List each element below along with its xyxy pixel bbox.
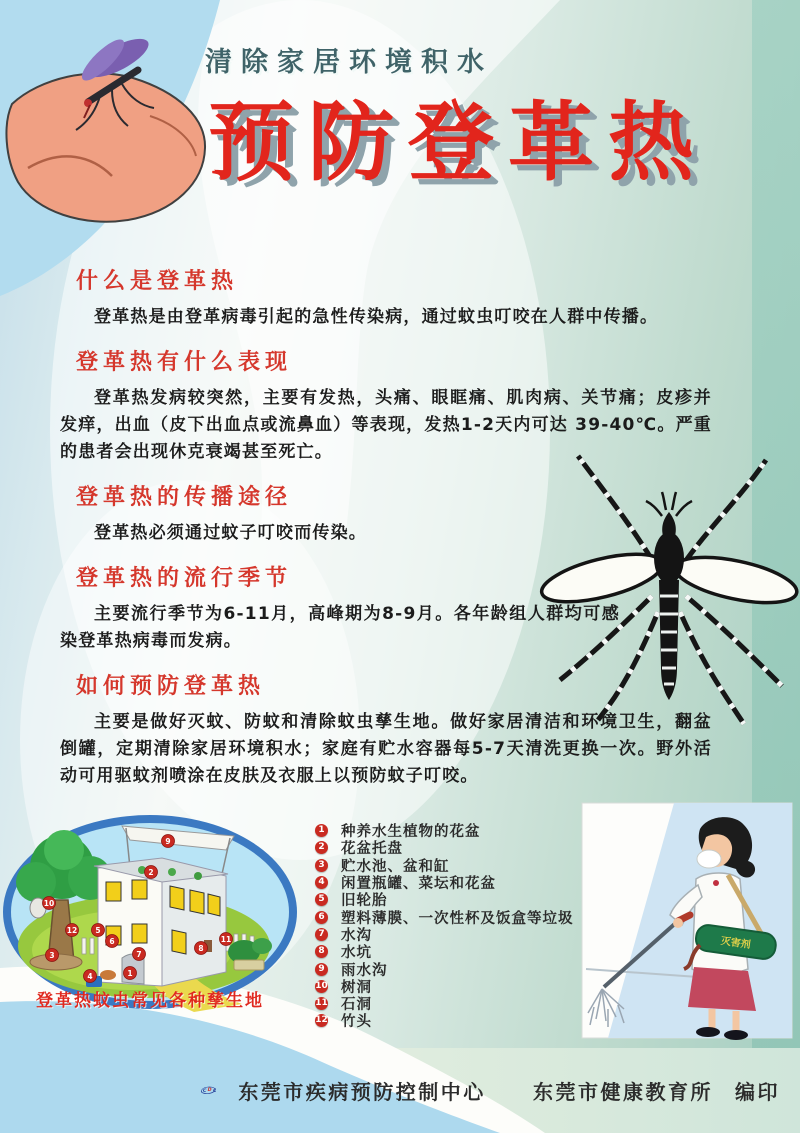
list-item-number: 2	[315, 841, 328, 854]
poster-title: 预防登革热	[208, 93, 708, 193]
list-item-number: 4	[315, 876, 328, 889]
section-prevention	[60, 669, 712, 790]
list-item-label: 竹头	[341, 1014, 372, 1031]
breeding-site-marker-number: 12	[66, 925, 78, 935]
list-item	[315, 1012, 580, 1029]
list-item-label: 塑料薄膜、一次性杯及饭盒等垃圾	[341, 910, 574, 927]
sections-column	[60, 250, 712, 803]
list-item-number: 9	[315, 963, 328, 976]
list-item-number: 12	[315, 1015, 328, 1026]
breeding-site-marker-number: 4	[87, 971, 93, 981]
breeding-site-marker-number: 3	[49, 950, 55, 960]
breeding-site-marker-number: 6	[109, 936, 115, 946]
list-item-label: 水坑	[341, 945, 372, 962]
section-heading: 登革热有什么表现	[76, 350, 293, 375]
cdc-logo	[200, 1063, 216, 1117]
section-body: 主要是做好灭蚊、防蚊和清除蚊虫孳生地。做好家居清洁和环境卫生，翻盆倒罐，定期清除家居环境积水；家庭有贮水容器每5-7天清洗更换一次。野外活动可用驱蚊剂喷涂在皮肤及衣服上以预防蚊子叮咬。	[60, 712, 712, 786]
coat	[692, 873, 748, 975]
footer-org-health-edu: 东莞市健康教育所	[533, 1079, 713, 1104]
face-mask	[697, 850, 721, 868]
breeding-site-marker-number: 8	[198, 943, 204, 953]
list-item-label: 雨水沟	[341, 962, 388, 979]
skin-shape	[6, 73, 205, 221]
hand	[673, 918, 683, 928]
breeding-site-marker-number: 1	[127, 968, 133, 978]
badge-flower	[713, 880, 719, 886]
section-season	[60, 561, 712, 655]
breeding-site-marker-number: 10	[43, 898, 55, 908]
list-item-label: 种养水生植物的花盆	[341, 824, 481, 841]
list-item-label: 花盆托盘	[341, 841, 403, 858]
list-item-number: 5	[315, 893, 328, 906]
breeding-sites-list	[315, 822, 580, 1030]
list-item-label: 旧轮胎	[341, 893, 388, 910]
breeding-site-marker-number: 9	[165, 836, 171, 846]
section-heading: 登革热的传播途径	[76, 485, 293, 510]
shoe-2	[724, 1030, 748, 1040]
list-item-label: 贮水池、盆和缸	[341, 858, 450, 875]
section-what-is	[60, 264, 712, 331]
mosquito-head	[84, 99, 92, 107]
list-item-label: 水沟	[341, 927, 372, 944]
house-scene	[2, 812, 298, 1040]
list-item-label: 闲置瓶罐、菜坛和花盆	[341, 876, 496, 893]
section-body: 主要流行季节为6-11月，高峰期为8-9月。各年龄组人群均可感染登革热病毒而发病。	[60, 604, 620, 651]
section-body: 登革热必须通过蚊子叮咬而传染。	[94, 523, 367, 543]
footer-org-cdc: 东莞市疾病预防控制中心	[238, 1079, 486, 1104]
list-item-number: 10	[315, 980, 328, 991]
list-item-number: 8	[315, 945, 328, 958]
list-item-label: 石洞	[341, 997, 372, 1014]
tank-label: 灭害剂	[720, 935, 752, 952]
breeding-site-marker-number: 2	[148, 867, 154, 877]
section-body: 登革热发病较突然，主要有发热，头痛、眼眶痛、肌肉病、关节痛；皮疹并发痒，出血（皮下出血点或流鼻血）等表现，发热1-2天内可达 39-40℃。严重的患者会出现休克衰竭甚至死亡。	[60, 388, 712, 462]
breeding-site-marker-number: 7	[136, 949, 142, 959]
sprayer-woman-illustration	[578, 799, 796, 1042]
hand-mosquito-illustration	[0, 6, 215, 234]
shoe	[696, 1027, 720, 1037]
list-item-number: 6	[315, 911, 328, 924]
logo-letters: C D C	[202, 1088, 217, 1094]
breeding-site-marker-number: 5	[95, 925, 101, 935]
list-item-number: 7	[315, 928, 328, 941]
section-heading: 如何预防登革热	[76, 674, 266, 699]
skirt	[688, 967, 756, 1011]
poster-kicker: 清除家居环境积水	[205, 47, 493, 78]
breeding-site-marker-number: 11	[220, 934, 232, 944]
footer-suffix: 编印	[735, 1079, 780, 1104]
house-caption: 登革热蚊虫常见各种孳生地	[36, 991, 264, 1011]
section-symptoms	[60, 345, 712, 466]
section-transmission	[60, 480, 712, 547]
section-heading: 什么是登革热	[76, 269, 239, 294]
list-item-label: 树洞	[341, 979, 372, 996]
list-item-number: 11	[315, 998, 328, 1009]
section-heading: 登革热的流行季节	[76, 566, 293, 591]
footer	[200, 1062, 780, 1118]
list-item-number: 3	[315, 859, 328, 872]
section-body: 登革热是由登革病毒引起的急性传染病，通过蚊虫叮咬在人群中传播。	[94, 307, 659, 327]
list-item-number: 1	[315, 824, 328, 837]
